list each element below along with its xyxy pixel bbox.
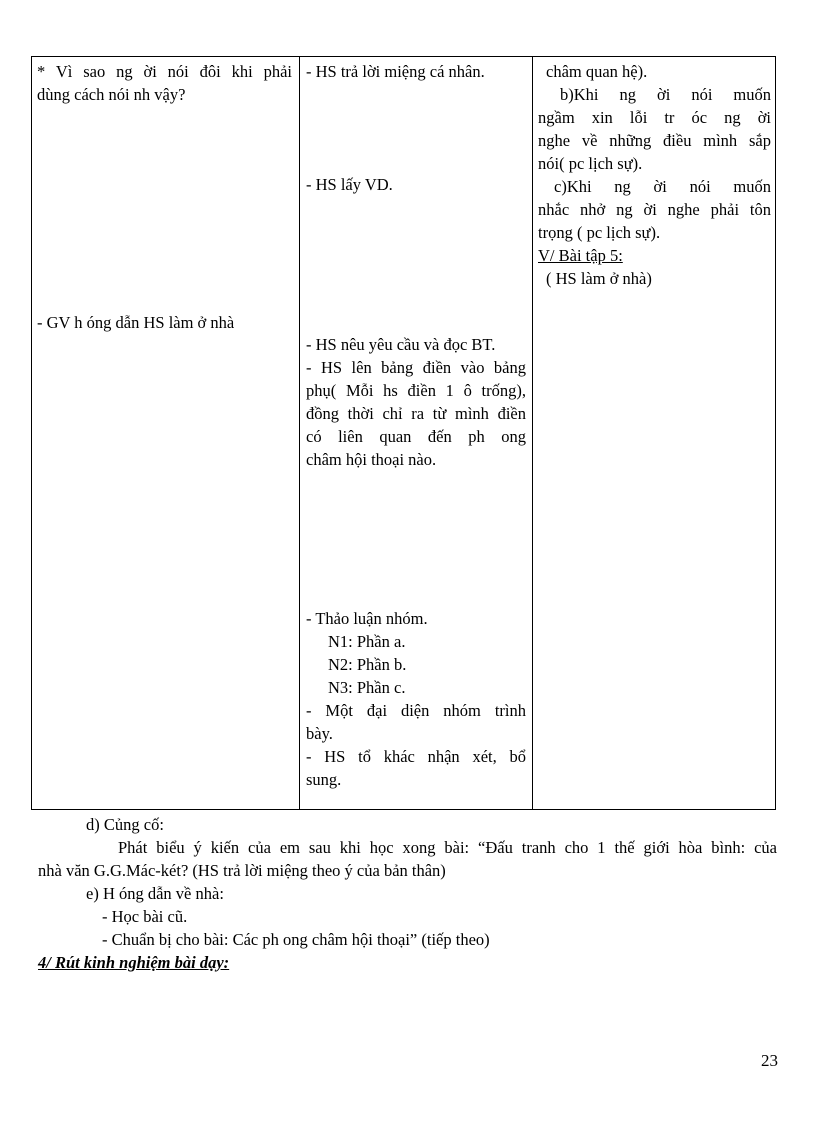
section-d-heading: d) Củng cố: (86, 815, 164, 834)
text-line: - Một đại diện nhóm trình (306, 701, 526, 720)
exercise-note: ( HS làm ở nhà) (546, 269, 652, 288)
text-line: bày. (306, 724, 333, 743)
para1-line1: Phát biểu ý kiến của em sau khi học xong bài: “Đấu tranh cho 1 thế giới hòa bình: của (118, 838, 777, 857)
text-line: trọng ( pc lịch sự). (538, 223, 661, 242)
page-number: 23 (761, 1051, 778, 1070)
text-line: sung. (306, 770, 342, 789)
text-line: dùng cách nói nh vậy? (37, 85, 186, 104)
text-line: châm quan hệ). (546, 62, 648, 81)
text-line: - HS lên bảng điền vào bảng (306, 358, 526, 377)
text-line: N2: Phần b. (328, 655, 407, 674)
text-line: đồng thời chỉ ra từ mình điền (306, 404, 526, 423)
notes-column (538, 60, 771, 290)
text-line: có liên quan đến ph ong (306, 427, 526, 446)
text-line: nhắc nhở ng ời nghe phải tôn (538, 200, 771, 219)
text-line: * Vì sao ng ời nói đôi khi phải (37, 62, 292, 81)
student-activity-3 (306, 333, 526, 471)
group-discussion (306, 607, 526, 791)
text-line: N3: Phần c. (328, 678, 406, 697)
text-line: c)Khi ng ời nói muốn (554, 177, 771, 196)
text-line: nghe về những điều mình sắp (538, 131, 771, 150)
text-line: phụ( Mỗi hs điền 1 ô trống), (306, 381, 526, 400)
homework-item-2: - Chuẩn bị cho bài: Các ph ong châm hội thoại” (tiếp theo) (102, 930, 490, 949)
column-divider (299, 57, 300, 809)
homework-item-1: - Học bài cũ. (102, 907, 188, 926)
text-line: - HS nêu yêu cầu và đọc BT. (306, 335, 496, 354)
text-line: nói( pc lịch sự). (538, 154, 643, 173)
teacher-question (37, 60, 292, 106)
para1-line2: nhà văn G.G.Mác-két? (HS trả lời miệng theo ý của bản thân) (38, 861, 446, 880)
teacher-guide: - GV h óng dẫn HS làm ở nhà (37, 313, 235, 332)
text-line: N1: Phần a. (328, 632, 406, 651)
text-line: châm hội thoại nào. (306, 450, 437, 469)
column-divider (532, 57, 533, 809)
section-e-heading: e) H óng dẫn về nhà: (86, 884, 224, 903)
text-line: - Thảo luận nhóm. (306, 609, 428, 628)
section-4-heading: 4/ Rút kinh nghiệm bài dạy: (38, 953, 230, 972)
exercise-heading: V/ Bài tập 5: (538, 246, 623, 265)
lesson-table (31, 56, 776, 810)
text-line: b)Khi ng ời nói muốn (560, 85, 771, 104)
text-line: - HS tổ khác nhận xét, bổ (306, 747, 526, 766)
text-line: ngầm xin lỗi tr óc ng ời (538, 108, 771, 127)
student-answer-1: - HS trả lời miệng cá nhân. (306, 62, 485, 81)
student-answer-2: - HS lấy VD. (306, 175, 393, 194)
